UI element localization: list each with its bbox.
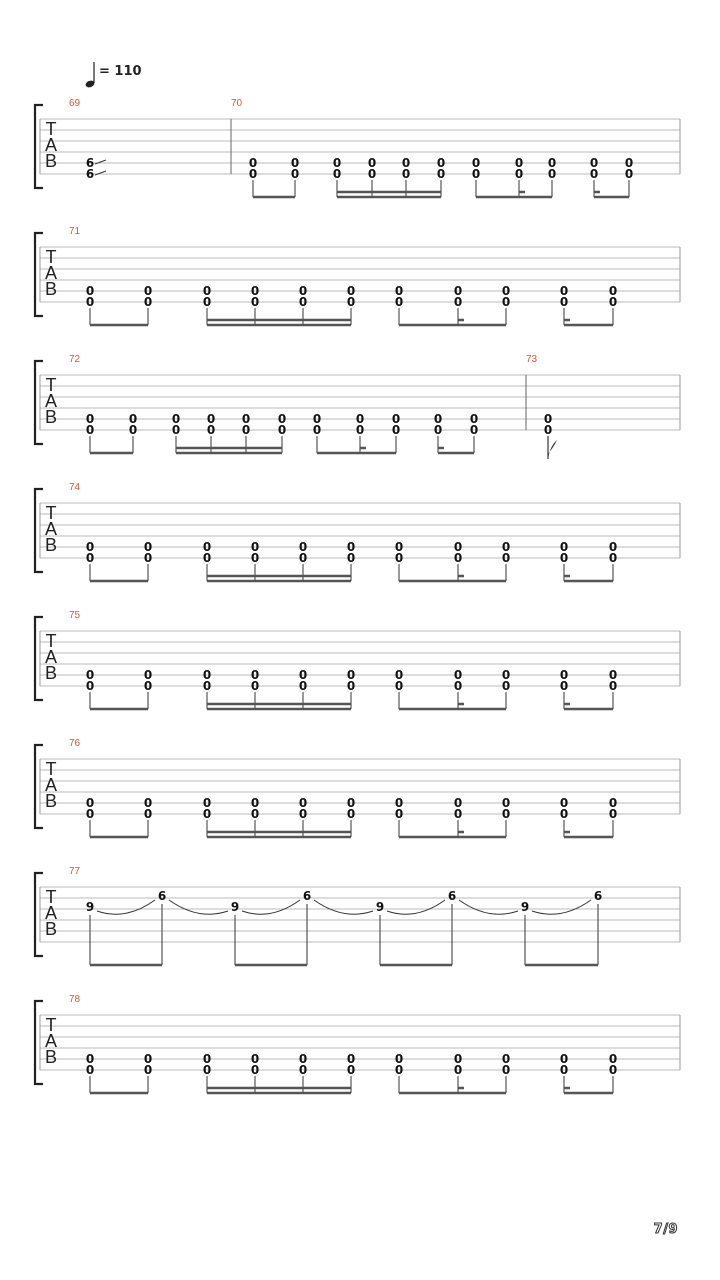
tab-system <box>35 482 680 581</box>
fret-number: 0 <box>250 1052 260 1066</box>
tab-clef-letter: A <box>44 519 58 539</box>
fret-number: 0 <box>143 551 153 565</box>
measure-number: 69 <box>69 98 81 109</box>
fret-number: 0 <box>543 423 553 437</box>
fret-number: 9 <box>375 900 385 914</box>
fret-number: 6 <box>447 889 457 903</box>
system-bracket <box>35 873 43 956</box>
tab-clef-letter: A <box>44 1031 58 1051</box>
fret-number: 0 <box>453 1052 463 1066</box>
measure-number: 75 <box>69 610 81 621</box>
tab-clef-letter: B <box>44 535 58 555</box>
tie-arc <box>459 900 518 914</box>
fret-number: 0 <box>298 1052 308 1066</box>
fret-number: 0 <box>202 807 212 821</box>
fret-number: 0 <box>143 540 153 554</box>
fret-number: 0 <box>85 1052 95 1066</box>
fret-number: 0 <box>250 679 260 693</box>
fret-number: 0 <box>143 1063 153 1077</box>
fret-number: 0 <box>171 423 181 437</box>
fret-number: 0 <box>547 167 557 181</box>
fret-number: 0 <box>543 412 553 426</box>
page-number: 7/9 <box>653 1222 678 1237</box>
fret-number: 0 <box>248 156 258 170</box>
measure-number: 74 <box>69 482 81 493</box>
fret-number: 6 <box>302 889 312 903</box>
fret-number: 0 <box>589 156 599 170</box>
fret-number: 0 <box>298 551 308 565</box>
fret-number: 0 <box>608 668 618 682</box>
fret-number: 0 <box>128 423 138 437</box>
fret-number: 0 <box>85 807 95 821</box>
tie-arc <box>532 900 591 914</box>
fret-number: 6 <box>157 889 167 903</box>
tab-clef-letter: A <box>44 263 58 283</box>
fret-number: 0 <box>143 284 153 298</box>
fret-number: 0 <box>453 1063 463 1077</box>
fret-number: 0 <box>277 423 287 437</box>
fret-number: 0 <box>433 423 443 437</box>
fret-number: 0 <box>298 284 308 298</box>
fret-number: 0 <box>290 167 300 181</box>
fret-number: 0 <box>608 284 618 298</box>
system-bracket <box>35 1001 43 1084</box>
fret-number: 0 <box>202 668 212 682</box>
fret-number: 0 <box>202 540 212 554</box>
fret-number: 0 <box>298 540 308 554</box>
fret-number: 0 <box>128 412 138 426</box>
tie-arc <box>314 900 373 914</box>
fret-number: 0 <box>501 551 511 565</box>
fret-number: 0 <box>501 295 511 309</box>
fret-number: 0 <box>346 540 356 554</box>
fret-number: 0 <box>559 540 569 554</box>
tab-clef-letter: B <box>44 791 58 811</box>
fret-number: 0 <box>453 284 463 298</box>
fret-number: 0 <box>608 540 618 554</box>
fret-number: 0 <box>436 156 446 170</box>
tab-clef-letter: T <box>45 375 57 395</box>
fret-number: 0 <box>471 156 481 170</box>
fret-number: 0 <box>559 796 569 810</box>
tab-system <box>35 610 680 709</box>
tab-system <box>35 866 680 965</box>
tie-arc <box>97 900 155 914</box>
tab-clef-letter: B <box>44 151 58 171</box>
tab-clef-letter: A <box>44 135 58 155</box>
fret-number: 0 <box>453 807 463 821</box>
fret-number: 0 <box>346 679 356 693</box>
fret-number: 0 <box>250 796 260 810</box>
tie-arc <box>242 900 300 914</box>
fret-number: 0 <box>589 167 599 181</box>
fret-number: 0 <box>277 412 287 426</box>
fret-number: 0 <box>514 156 524 170</box>
fret-number: 0 <box>312 412 322 426</box>
fret-number: 0 <box>501 1052 511 1066</box>
fret-number: 0 <box>241 423 251 437</box>
fret-number: 0 <box>143 295 153 309</box>
fret-number: 0 <box>394 679 404 693</box>
fret-number: 0 <box>433 412 443 426</box>
tie-arc <box>169 900 228 914</box>
fret-number: 0 <box>367 156 377 170</box>
tab-clef-letter: T <box>45 759 57 779</box>
fret-number: 9 <box>520 900 530 914</box>
measure-number: 71 <box>69 226 81 237</box>
tab-clef-letter: A <box>44 647 58 667</box>
fret-number: 0 <box>298 796 308 810</box>
fret-number: 9 <box>230 900 240 914</box>
fret-number: 0 <box>298 295 308 309</box>
fret-number: 0 <box>401 167 411 181</box>
fret-number: 0 <box>453 668 463 682</box>
fret-number: 0 <box>346 796 356 810</box>
tab-clef-letter: B <box>44 1047 58 1067</box>
fret-number: 0 <box>202 679 212 693</box>
fret-number: 0 <box>85 796 95 810</box>
tab-system <box>35 354 680 459</box>
fret-number: 0 <box>143 1052 153 1066</box>
tab-clef-letter: A <box>44 903 58 923</box>
tab-clef-letter: B <box>44 919 58 939</box>
fret-number: 0 <box>514 167 524 181</box>
fret-number: 6 <box>85 167 95 181</box>
fret-number: 0 <box>85 679 95 693</box>
fret-number: 0 <box>206 423 216 437</box>
fret-number: 0 <box>250 551 260 565</box>
fret-number: 0 <box>559 295 569 309</box>
tab-system <box>35 226 680 325</box>
fret-number: 0 <box>202 1063 212 1077</box>
fret-number: 0 <box>547 156 557 170</box>
system-bracket <box>35 233 43 316</box>
tab-clef-letter: T <box>45 503 57 523</box>
fret-number: 0 <box>501 1063 511 1077</box>
fret-number: 0 <box>608 1063 618 1077</box>
fret-number: 0 <box>559 668 569 682</box>
measure-number: 76 <box>69 738 81 749</box>
fret-number: 0 <box>559 284 569 298</box>
fret-number: 0 <box>471 167 481 181</box>
fret-number: 0 <box>394 551 404 565</box>
fret-number: 0 <box>346 807 356 821</box>
fret-number: 0 <box>312 423 322 437</box>
fret-number: 0 <box>202 1052 212 1066</box>
fret-number: 0 <box>394 796 404 810</box>
fret-number: 0 <box>394 668 404 682</box>
fret-number: 0 <box>85 540 95 554</box>
fret-number: 0 <box>171 412 181 426</box>
fret-number: 0 <box>608 1052 618 1066</box>
fret-number: 0 <box>501 807 511 821</box>
fret-number: 0 <box>394 1052 404 1066</box>
fret-number: 0 <box>346 1052 356 1066</box>
measure-number: 78 <box>69 994 81 1005</box>
fret-number: 0 <box>298 1063 308 1077</box>
fret-number: 0 <box>559 1063 569 1077</box>
tab-clef-letter: A <box>44 775 58 795</box>
fret-number: 0 <box>394 284 404 298</box>
tab-clef-letter: T <box>45 1015 57 1035</box>
fret-number: 0 <box>355 412 365 426</box>
tab-system <box>35 738 680 837</box>
fret-number: 0 <box>250 1063 260 1077</box>
fret-number: 0 <box>85 423 95 437</box>
measure-number: 70 <box>231 98 243 109</box>
tab-system <box>35 98 680 197</box>
fret-number: 0 <box>394 1063 404 1077</box>
fret-number: 0 <box>298 807 308 821</box>
fret-number: 0 <box>394 295 404 309</box>
fret-number: 0 <box>624 156 634 170</box>
fret-number: 0 <box>85 551 95 565</box>
fret-number: 0 <box>202 796 212 810</box>
tab-clef-letter: T <box>45 887 57 907</box>
system-bracket <box>35 105 43 188</box>
measure-number: 77 <box>69 866 81 877</box>
tab-clef-letter: B <box>44 663 58 683</box>
fret-number: 0 <box>250 295 260 309</box>
fret-number: 0 <box>346 295 356 309</box>
fret-number: 0 <box>346 284 356 298</box>
fret-number: 0 <box>559 551 569 565</box>
tie-arc <box>387 900 445 914</box>
fret-number: 6 <box>85 156 95 170</box>
fret-number: 0 <box>391 412 401 426</box>
fret-number: 0 <box>559 1052 569 1066</box>
fret-number: 0 <box>394 807 404 821</box>
fret-number: 0 <box>608 551 618 565</box>
system-bracket <box>35 745 43 828</box>
fret-number: 0 <box>608 807 618 821</box>
system-bracket <box>35 617 43 700</box>
fret-number: 0 <box>248 167 258 181</box>
fret-number: 0 <box>453 551 463 565</box>
fret-number: 0 <box>559 807 569 821</box>
fret-number: 0 <box>469 423 479 437</box>
fret-number: 0 <box>85 295 95 309</box>
fret-number: 0 <box>624 167 634 181</box>
fret-number: 0 <box>85 284 95 298</box>
fret-number: 0 <box>608 679 618 693</box>
tab-system <box>35 994 680 1093</box>
fret-number: 0 <box>143 679 153 693</box>
fret-number: 0 <box>346 668 356 682</box>
fret-number: 0 <box>608 796 618 810</box>
fret-number: 0 <box>401 156 411 170</box>
fret-number: 0 <box>501 679 511 693</box>
tempo-bpm: = 110 <box>99 64 142 79</box>
fret-number: 0 <box>332 156 342 170</box>
fret-number: 0 <box>250 807 260 821</box>
fret-number: 0 <box>298 668 308 682</box>
fret-number: 0 <box>394 540 404 554</box>
fret-number: 0 <box>202 284 212 298</box>
note-flag <box>548 440 557 459</box>
fret-number: 6 <box>593 889 603 903</box>
fret-number: 0 <box>608 295 618 309</box>
fret-number: 0 <box>143 668 153 682</box>
fret-number: 0 <box>453 679 463 693</box>
fret-number: 0 <box>453 540 463 554</box>
fret-number: 0 <box>143 796 153 810</box>
tab-clef-letter: T <box>45 119 57 139</box>
fret-number: 0 <box>206 412 216 426</box>
fret-number: 0 <box>501 540 511 554</box>
measure-number: 72 <box>69 354 81 365</box>
fret-number: 0 <box>436 167 446 181</box>
measure-number: 73 <box>526 354 538 365</box>
fret-number: 0 <box>501 796 511 810</box>
fret-number: 0 <box>85 668 95 682</box>
fret-number: 0 <box>559 679 569 693</box>
fret-number: 0 <box>346 1063 356 1077</box>
fret-number: 0 <box>85 412 95 426</box>
fret-number: 0 <box>202 295 212 309</box>
fret-number: 0 <box>346 551 356 565</box>
fret-number: 0 <box>298 679 308 693</box>
fret-number: 0 <box>250 540 260 554</box>
fret-number: 0 <box>290 156 300 170</box>
system-bracket <box>35 361 43 444</box>
fret-number: 0 <box>85 1063 95 1077</box>
fret-number: 0 <box>453 295 463 309</box>
fret-number: 0 <box>250 284 260 298</box>
fret-number: 0 <box>250 668 260 682</box>
tab-clef-letter: B <box>44 407 58 427</box>
fret-number: 0 <box>469 412 479 426</box>
tab-clef-letter: T <box>45 247 57 267</box>
fret-number: 9 <box>85 900 95 914</box>
fret-number: 0 <box>391 423 401 437</box>
fret-number: 0 <box>241 412 251 426</box>
system-bracket <box>35 489 43 572</box>
fret-number: 0 <box>501 668 511 682</box>
fret-number: 0 <box>202 551 212 565</box>
tab-clef-letter: B <box>44 279 58 299</box>
tab-clef-letter: T <box>45 631 57 651</box>
fret-number: 0 <box>332 167 342 181</box>
fret-number: 0 <box>453 796 463 810</box>
fret-number: 0 <box>355 423 365 437</box>
fret-number: 0 <box>367 167 377 181</box>
fret-number: 0 <box>143 807 153 821</box>
fret-number: 0 <box>501 284 511 298</box>
tab-clef-letter: A <box>44 391 58 411</box>
